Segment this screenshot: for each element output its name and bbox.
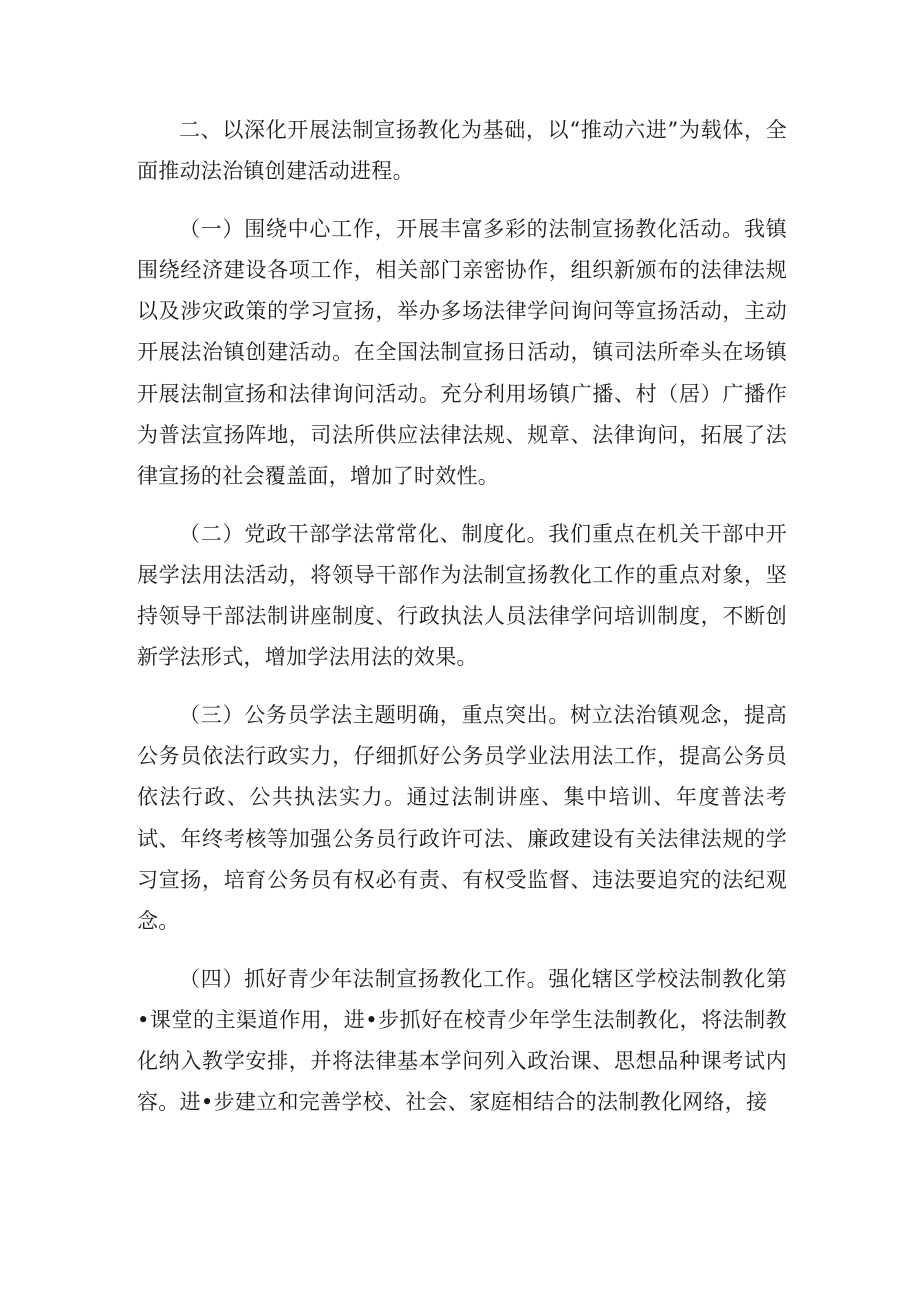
paragraph-item-two: （二）党政干部学法常常化、制度化。我们重点在机关干部中开展学法用法活动，将领导干部作为法制宣扬教化工作的重点对象，坚持领导干部法制讲座制度、行政执法人员法律学问培训制度，不断创新学法形式，增加学法用法的效果。 [137,521,787,670]
paragraph-item-one: （一）围绕中心工作，开展丰富多彩的法制宣扬教化活动。我镇围绕经济建设各项工作，相关部门亲密协作，组织新颁布的法律法规以及涉灾政策的学习宣扬，举办多场法律学问询问等宣扬活动，主动开展法治镇创建活动。在全国法制宣扬日活动，镇司法所牵头在场镇开展法制宣扬和法律询问活动。充分利用场镇广播、村（居）广播作为普法宣扬阵地，司法所供应法律法规、规章、法律询问，拓展了法律宣扬的社会覆盖面，增加了时效性。 [137,217,787,488]
paragraph-item-three: （三）公务员学法主题明确，重点突出。树立法治镇观念，提高公务员依法行政实力，仔细抓好公务员学业法用法工作，提高公务员依法行政、公共执法实力。通过法制讲座、集中培训、年度普法考试、年终考核等加强公务员行政许可法、廉政建设有关法律法规的学习宣扬，培育公务员有权必有责、有权受监督、违法要追究的法纪观念。 [137,703,787,933]
paragraph-section-two-heading: 二、以深化开展法制宣扬教化为基础，以“推动六进”为载体，全面推动法治镇创建活动进程。 [137,118,787,184]
document-body [137,110,787,1140]
paragraph-item-four: （四）抓好青少年法制宣扬教化工作。强化辖区学校法制教化第•课堂的主渠道作用，进•步抓好在校青少年学生法制教化，将法制教化纳入教学安排，并将法律基本学问列入政治课、思想品种课考试内容。进•步建立和完善学校、社会、家庭相结合的法制教化网络，接 [137,966,787,1115]
